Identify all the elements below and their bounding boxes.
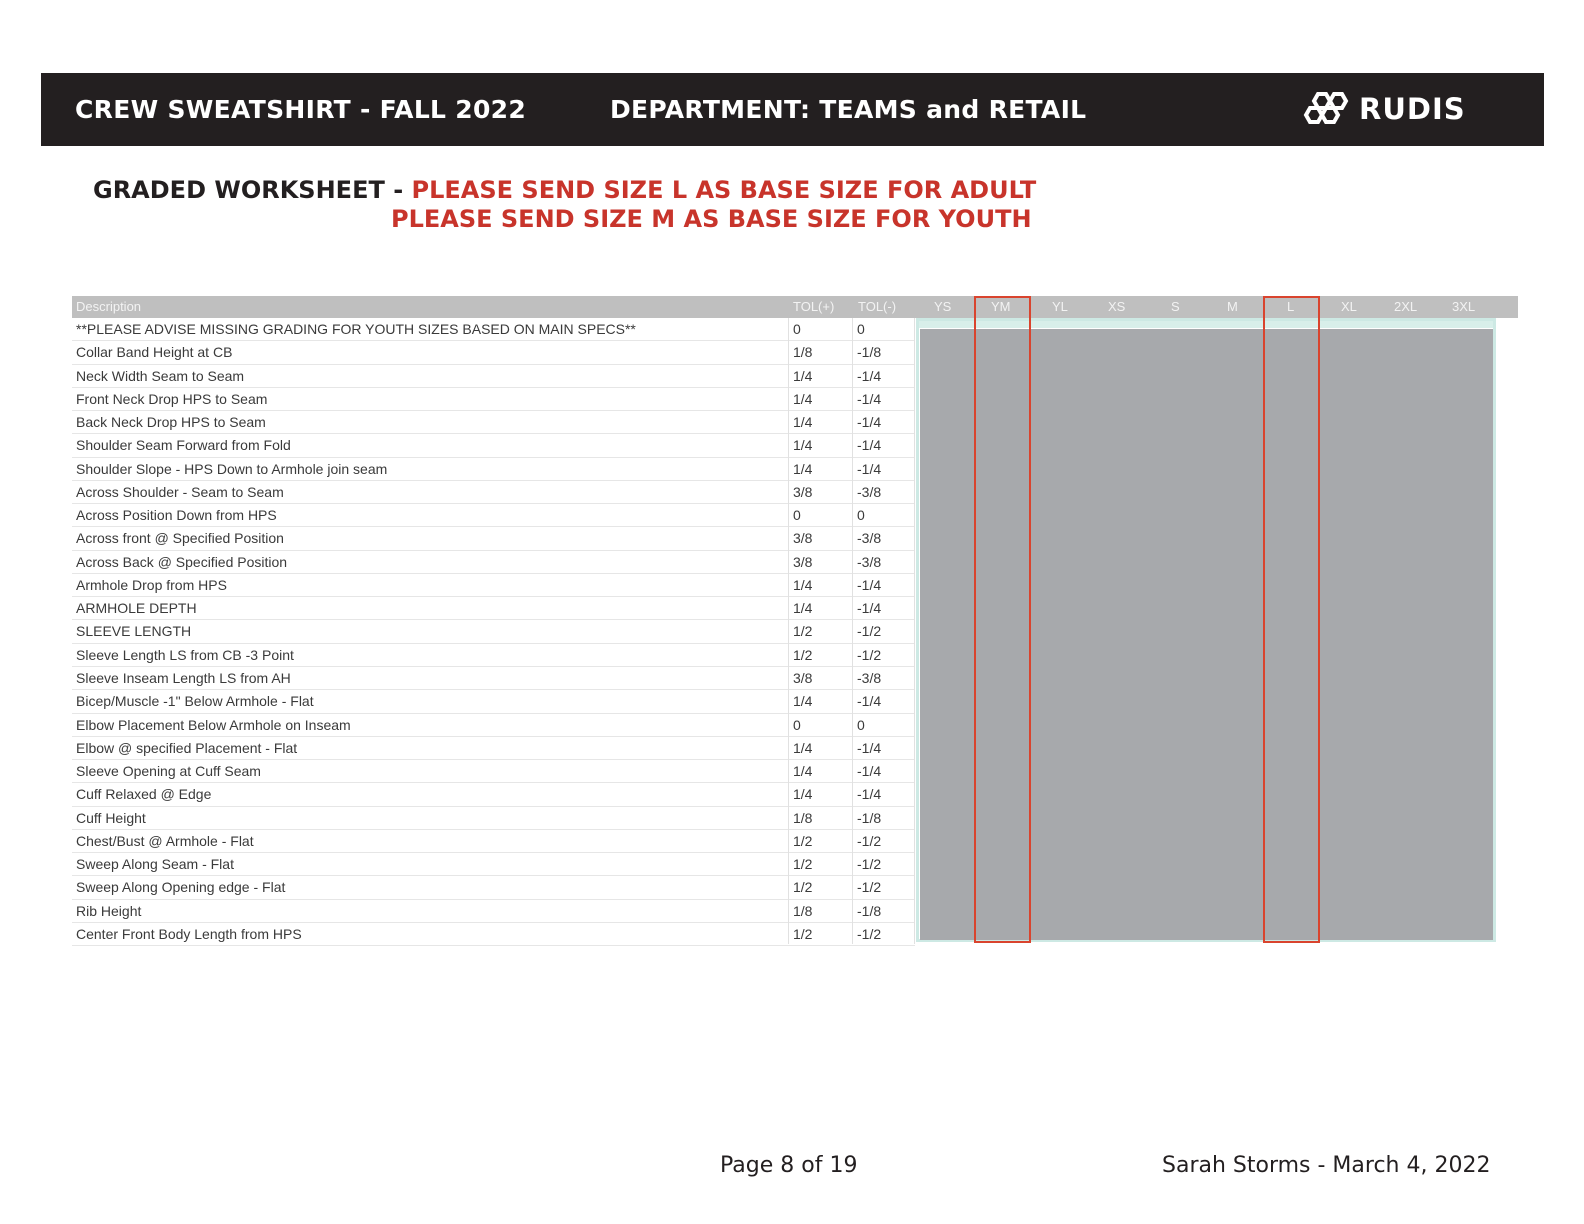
ym-column-highlight	[974, 296, 1031, 943]
row-tol-minus: 0	[857, 507, 865, 524]
header-bar	[41, 73, 1544, 146]
row-description: Across front @ Specified Position	[76, 530, 284, 547]
header-size-m: M	[1227, 299, 1238, 314]
row-tol-minus: -1/4	[857, 414, 882, 431]
header-size-xl: XL	[1341, 299, 1357, 314]
row-description: Sleeve Inseam Length LS from AH	[76, 669, 291, 686]
row-description: Center Front Body Length from HPS	[76, 925, 302, 942]
row-description: Armhole Drop from HPS	[76, 576, 227, 593]
row-tol-plus: 3/8	[793, 530, 813, 547]
header-size-yl: YL	[1052, 299, 1068, 314]
adult-base-size-note: PLEASE SEND SIZE L AS BASE SIZE FOR ADULT	[411, 176, 1037, 204]
row-tol-plus: 3/8	[793, 483, 813, 500]
row-description: Elbow @ specified Placement - Flat	[76, 739, 298, 756]
row-description: **PLEASE ADVISE MISSING GRADING FOR YOUTH SIZES BASED ON MAIN SPECS**	[76, 321, 636, 337]
brand-logo	[1303, 91, 1466, 127]
row-tol-plus: 1/4	[793, 414, 813, 431]
row-description: Chest/Bust @ Armhole - Flat	[76, 832, 254, 849]
row-tol-plus: 1/2	[793, 832, 813, 849]
row-description: Sweep Along Seam - Flat	[76, 856, 234, 873]
header-size-2xl: 2XL	[1394, 299, 1418, 314]
row-tol-plus: 1/2	[793, 623, 813, 640]
youth-base-size-note: PLEASE SEND SIZE M AS BASE SIZE FOR YOUTH	[391, 205, 1032, 233]
brand-name: RUDIS	[1359, 92, 1466, 126]
row-tol-minus: -3/8	[857, 669, 882, 686]
row-tol-minus: -1/4	[857, 786, 882, 803]
row-tol-plus: 0	[793, 716, 801, 733]
row-description: Back Neck Drop HPS to Seam	[76, 414, 266, 431]
column-divider	[852, 318, 853, 944]
row-tol-plus: 1/8	[793, 344, 813, 361]
row-tol-plus: 1/4	[793, 437, 813, 454]
row-tol-minus: -1/2	[857, 879, 882, 896]
row-tol-minus: -1/2	[857, 646, 882, 663]
row-description: Cuff Height	[76, 809, 146, 826]
row-tol-minus: -1/4	[857, 390, 882, 407]
page-number: Page 8 of 19	[720, 1153, 858, 1178]
row-description: Bicep/Muscle -1" Below Armhole - Flat	[76, 693, 314, 710]
row-description: Elbow Placement Below Armhole on Inseam	[76, 716, 351, 733]
row-tol-plus: 1/4	[793, 693, 813, 710]
row-tol-plus: 1/4	[793, 576, 813, 593]
row-description: Across Back @ Specified Position	[76, 553, 288, 570]
row-description: Shoulder Seam Forward from Fold	[76, 437, 291, 454]
hexagon-logo-icon	[1303, 91, 1349, 127]
row-tol-minus: -1/4	[857, 367, 882, 384]
row-tol-plus: 3/8	[793, 553, 813, 570]
document-title: CREW SWEATSHIRT - FALL 2022	[75, 95, 527, 124]
header-tol-minus: TOL(-)	[858, 299, 897, 314]
header-tol-plus: TOL(+)	[793, 299, 835, 314]
row-tol-minus: -1/4	[857, 763, 882, 780]
row-tol-plus: 1/2	[793, 646, 813, 663]
row-tol-plus: 1/8	[793, 809, 813, 826]
header-size-s: S	[1171, 299, 1180, 314]
row-tol-plus: 3/8	[793, 669, 813, 686]
row-description: Cuff Relaxed @ Edge	[76, 786, 212, 803]
row-tol-minus: -1/8	[857, 902, 882, 919]
row-description: ARMHOLE DEPTH	[76, 600, 197, 617]
row-tol-minus: -1/4	[857, 693, 882, 710]
header-description: Description	[76, 299, 142, 314]
row-description: Front Neck Drop HPS to Seam	[76, 390, 268, 407]
row-tol-minus: -1/2	[857, 832, 882, 849]
row-tol-plus: 1/4	[793, 786, 813, 803]
header-size-ys: YS	[934, 299, 952, 314]
row-tol-minus: -3/8	[857, 483, 882, 500]
row-tol-minus: -1/8	[857, 809, 882, 826]
header-size-ym: YM	[991, 299, 1011, 314]
row-tol-plus: 1/8	[793, 902, 813, 919]
row-description: Shoulder Slope - HPS Down to Armhole join seam	[76, 460, 388, 477]
row-description: Collar Band Height at CB	[76, 344, 233, 361]
row-tol-plus: 1/4	[793, 460, 813, 477]
column-divider	[788, 318, 789, 944]
row-tol-plus: 1/4	[793, 763, 813, 780]
row-tol-minus: -1/4	[857, 600, 882, 617]
row-tol-plus: 1/4	[793, 600, 813, 617]
l-column-highlight	[1263, 296, 1320, 943]
row-tol-plus: 1/2	[793, 856, 813, 873]
row-tol-minus: -1/2	[857, 925, 882, 942]
row-tol-plus: 0	[793, 321, 801, 337]
row-tol-minus: -3/8	[857, 530, 882, 547]
row-description: SLEEVE LENGTH	[76, 623, 192, 640]
row-tol-minus: -1/4	[857, 437, 882, 454]
row-description: Sweep Along Opening edge - Flat	[76, 879, 286, 896]
row-tol-plus: 1/4	[793, 739, 813, 756]
row-tol-plus: 1/2	[793, 925, 813, 942]
row-description: Across Position Down from HPS	[76, 507, 277, 524]
row-description: Across Shoulder - Seam to Seam	[76, 483, 284, 500]
row-description: Neck Width Seam to Seam	[76, 367, 245, 384]
row-tol-minus: -1/4	[857, 576, 882, 593]
row-tol-minus: 0	[857, 321, 865, 337]
row-tol-minus: -1/4	[857, 739, 882, 756]
worksheet-heading	[93, 176, 1036, 204]
author-date: Sarah Storms - March 4, 2022	[1162, 1153, 1491, 1178]
row-tol-plus: 1/2	[793, 879, 813, 896]
row-tol-minus: -1/4	[857, 460, 882, 477]
row-tol-minus: 0	[857, 716, 865, 733]
row-description: Sleeve Opening at Cuff Seam	[76, 763, 261, 780]
row-description: Rib Height	[76, 902, 142, 919]
department-label: DEPARTMENT: TEAMS and RETAIL	[610, 95, 1087, 124]
row-tol-minus: -3/8	[857, 553, 882, 570]
row-tol-minus: -1/2	[857, 623, 882, 640]
row-tol-minus: -1/8	[857, 344, 882, 361]
header-size-3xl: 3XL	[1452, 299, 1476, 314]
worksheet-label: GRADED WORKSHEET -	[93, 176, 412, 204]
row-tol-plus: 1/4	[793, 390, 813, 407]
row-tol-minus: -1/2	[857, 856, 882, 873]
column-divider	[914, 318, 915, 944]
row-tol-plus: 0	[793, 507, 801, 524]
row-description: Sleeve Length LS from CB -3 Point	[76, 646, 294, 663]
header-size-l: L	[1287, 299, 1295, 314]
header-size-xs: XS	[1108, 299, 1126, 314]
row-tol-plus: 1/4	[793, 367, 813, 384]
